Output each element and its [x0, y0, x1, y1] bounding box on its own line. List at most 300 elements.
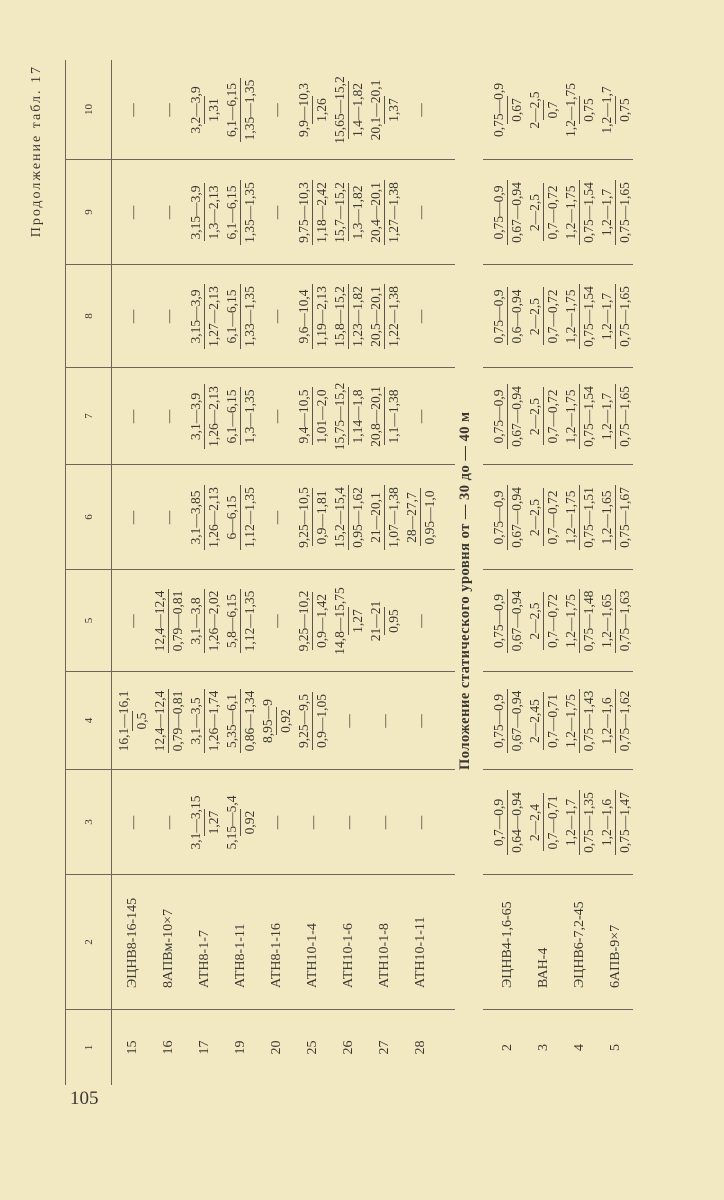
column-header-5: 5 — [66, 570, 111, 672]
numerator-value: — — [268, 614, 284, 628]
row-number: 19 — [232, 1040, 248, 1055]
numerator-value: 6,1—6,15 — [223, 389, 239, 444]
value-cell — [597, 368, 633, 465]
table-row — [150, 60, 186, 1085]
denominator-value: 0,67 — [508, 98, 524, 122]
numerator-value: 2—2,5 — [526, 91, 542, 129]
value-cell — [561, 60, 597, 160]
numerator-value: 12,4—12,4 — [151, 590, 167, 652]
numerator-value: — — [268, 103, 284, 117]
denominator-value: 0,67—0,94 — [508, 690, 524, 752]
denominator-value: 1,27 — [205, 810, 221, 835]
table-row — [114, 60, 150, 1085]
numerator-value: — — [160, 815, 176, 830]
denominator-value: 0,75—1,65 — [616, 286, 632, 347]
denominator-value: 0,67—0,94 — [508, 386, 524, 447]
denominator-value: 0,86—1,34 — [241, 690, 257, 752]
denominator-value: 1,1—1,38 — [385, 389, 401, 444]
denominator-value: 1,35—1,35 — [241, 182, 257, 243]
table-section-1 — [110, 60, 455, 1085]
row-number: 16 — [160, 1040, 176, 1055]
value-cell — [597, 770, 633, 875]
numerator-value: 6,1—6,15 — [223, 185, 239, 240]
denominator-value: 1,26—1,74 — [205, 690, 221, 752]
numerator-value: 3,1—3,15 — [187, 795, 203, 850]
value-cell — [294, 265, 330, 368]
denominator-value: 0,95 — [385, 609, 401, 633]
value-cell — [330, 465, 366, 570]
value-cell — [114, 770, 150, 875]
value-cell — [258, 465, 294, 570]
value-cell — [186, 368, 222, 465]
table-row — [561, 60, 597, 1085]
numerator-value: — — [124, 614, 140, 628]
denominator-value: 1,3—1,82 — [349, 185, 365, 240]
numerator-value: 21—21 — [367, 600, 383, 642]
numerator-value: 9,25—9,5 — [295, 694, 311, 748]
row-number: 25 — [304, 1040, 320, 1055]
denominator-value: 0,75—1,62 — [616, 690, 632, 752]
value-cell — [402, 672, 438, 770]
value-cell — [150, 770, 186, 875]
value-cell — [186, 465, 222, 570]
numerator-value: 1,2—1,75 — [562, 83, 578, 137]
value-cell — [294, 160, 330, 265]
numerator-value: 9,25—10,2 — [295, 590, 311, 652]
value-cell — [114, 60, 150, 160]
value-cell — [186, 60, 222, 160]
numerator-value: 9,4—10,5 — [295, 389, 311, 444]
numerator-value: — — [268, 409, 284, 424]
value-cell — [294, 570, 330, 672]
row-number: 17 — [196, 1040, 212, 1055]
numerator-value: 3,15—3,9 — [187, 289, 203, 344]
value-cell — [114, 160, 150, 265]
table-row — [330, 60, 366, 1085]
value-cell — [561, 265, 597, 368]
numerator-value: 1,2—1,7 — [562, 798, 578, 847]
value-cell — [186, 672, 222, 770]
denominator-value: 0,7—0,72 — [544, 594, 560, 648]
value-cell — [525, 368, 561, 465]
table-continuation-caption: Продолжение табл. 17 — [29, 65, 44, 238]
pump-model: 8АПВм-10×7 — [160, 909, 176, 988]
row-number: 28 — [412, 1040, 428, 1055]
value-cell — [186, 570, 222, 672]
numerator-value: 15,8—15,2 — [331, 286, 347, 347]
value-cell — [258, 770, 294, 875]
value-cell — [525, 770, 561, 875]
numerator-value: — — [124, 103, 140, 117]
numerator-value: 3,15—3,9 — [187, 185, 203, 240]
denominator-value: 0,92 — [277, 709, 293, 733]
numerator-value: 1,2—1,75 — [562, 490, 578, 545]
column-header-9: 9 — [66, 160, 111, 265]
page-number: 105 — [70, 1088, 99, 1109]
denominator-value: 1,01—2,0 — [313, 389, 329, 444]
denominator-value: 1,26—2,13 — [205, 386, 221, 447]
value-cell — [597, 465, 633, 570]
numerator-value: — — [412, 614, 428, 628]
value-cell — [366, 265, 402, 368]
table-section-2 — [483, 60, 633, 1085]
value-cell — [258, 672, 294, 770]
value-cell — [114, 368, 150, 465]
numerator-value: 0,7—0,9 — [490, 798, 506, 847]
pump-model: АТН8-1-7 — [196, 930, 212, 988]
row-number: 26 — [340, 1040, 356, 1055]
value-cell — [150, 265, 186, 368]
numerator-value: — — [268, 309, 284, 324]
numerator-value: 2—2,45 — [526, 699, 542, 743]
denominator-value: 0,5 — [133, 712, 149, 730]
value-cell — [366, 368, 402, 465]
value-cell — [489, 672, 525, 770]
numerator-value: 1,2—1,65 — [598, 594, 614, 648]
column-header-7: 7 — [66, 368, 111, 465]
value-cell — [525, 60, 561, 160]
pump-model: АТН10-1-8 — [376, 923, 392, 988]
value-cell — [489, 368, 525, 465]
denominator-value: 1,4—1,82 — [349, 83, 365, 137]
value-cell — [561, 770, 597, 875]
value-cell — [330, 160, 366, 265]
table-row — [366, 60, 402, 1085]
value-cell — [150, 672, 186, 770]
numerator-value: 1,2—1,75 — [562, 694, 578, 748]
value-cell — [525, 672, 561, 770]
row-number: 20 — [268, 1040, 284, 1055]
value-cell — [222, 160, 258, 265]
section-2-title: Положение статического уровня от — 30 до — 40 м — [457, 411, 473, 770]
denominator-value: 1,37 — [385, 98, 401, 122]
denominator-value: 1,3—1,35 — [241, 389, 257, 444]
table-row — [294, 60, 330, 1085]
denominator-value: 1,33—1,35 — [241, 286, 257, 347]
value-cell — [597, 160, 633, 265]
numerator-value: 0,75—0,9 — [490, 83, 506, 137]
value-cell — [222, 60, 258, 160]
denominator-value: 0,92 — [241, 810, 257, 835]
value-cell — [150, 368, 186, 465]
value-cell — [186, 770, 222, 875]
value-cell — [366, 160, 402, 265]
numerator-value: — — [412, 103, 428, 117]
denominator-value: 0,95—1,0 — [421, 490, 437, 545]
value-cell — [150, 570, 186, 672]
row-number: 3 — [535, 1044, 551, 1051]
table-row — [402, 60, 438, 1085]
numerator-value: — — [124, 309, 140, 324]
numerator-value: — — [160, 409, 176, 424]
denominator-value: 1,14—1,8 — [349, 389, 365, 444]
value-cell — [150, 60, 186, 160]
pump-model: АТН10-1-11 — [412, 916, 428, 988]
denominator-value: 0,75—1,67 — [616, 487, 632, 548]
value-cell — [330, 570, 366, 672]
value-cell — [402, 368, 438, 465]
denominator-value: 0,7—0,72 — [544, 389, 560, 444]
value-cell — [366, 672, 402, 770]
denominator-value: 0,7—0,72 — [544, 490, 560, 545]
numerator-value: — — [376, 714, 392, 728]
row-number: 27 — [376, 1040, 392, 1055]
numerator-value: 6—6,15 — [223, 495, 239, 540]
denominator-value: 0,75—1,43 — [580, 690, 596, 752]
denominator-value: 0,7—0,71 — [544, 694, 560, 748]
value-cell — [330, 265, 366, 368]
numerator-value: 0,75—0,9 — [490, 694, 506, 748]
numerator-value: — — [160, 103, 176, 117]
numerator-value: 0,75—0,9 — [490, 490, 506, 545]
value-cell — [489, 160, 525, 265]
denominator-value: 1,27—2,13 — [205, 286, 221, 347]
column-header-10: 10 — [66, 60, 111, 160]
row-number: 2 — [499, 1044, 515, 1051]
value-cell — [294, 368, 330, 465]
numerator-value: — — [268, 815, 284, 830]
value-cell — [402, 160, 438, 265]
numerator-value: — — [340, 815, 356, 830]
numerator-value: — — [412, 409, 428, 424]
numerator-value: 1,2—1,7 — [598, 188, 614, 237]
value-cell — [489, 265, 525, 368]
numerator-value: 0,75—0,9 — [490, 594, 506, 648]
denominator-value: 1,27—1,38 — [385, 182, 401, 243]
pump-model: ЭЦНВ8-16-145 — [124, 897, 140, 988]
table-row — [258, 60, 294, 1085]
value-cell — [402, 265, 438, 368]
denominator-value: 0,7 — [544, 101, 560, 119]
numerator-value: 5,8—6,15 — [223, 594, 239, 648]
numerator-value: 3,1—3,5 — [187, 697, 203, 745]
denominator-value: 1,18—2,42 — [313, 182, 329, 243]
numerator-value: 1,2—1,7 — [598, 86, 614, 134]
denominator-value: 0,75—1,63 — [616, 590, 632, 652]
numerator-value: — — [124, 510, 140, 525]
value-cell — [597, 60, 633, 160]
numerator-value: 0,75—0,9 — [490, 289, 506, 344]
value-cell — [561, 570, 597, 672]
numerator-value: — — [124, 409, 140, 424]
numerator-value: 15,65—15,2 — [331, 76, 347, 144]
numerator-value: 9,75—10,3 — [295, 182, 311, 243]
value-cell — [561, 465, 597, 570]
numerator-value: 3,1—3,8 — [187, 597, 203, 645]
denominator-value: 1,3—2,13 — [205, 185, 221, 240]
value-cell — [294, 465, 330, 570]
numerator-value: 1,2—1,65 — [598, 490, 614, 545]
denominator-value: 1,07—1,38 — [385, 487, 401, 548]
column-header-3: 3 — [66, 770, 111, 875]
numerator-value: 20,1—20,1 — [367, 79, 383, 141]
numerator-value: 9,9—10,3 — [295, 83, 311, 137]
value-cell — [561, 160, 597, 265]
value-cell — [489, 570, 525, 672]
denominator-value: 0,79—0,81 — [169, 590, 185, 652]
denominator-value: 0,75—1,51 — [580, 487, 596, 548]
value-cell — [489, 465, 525, 570]
value-cell — [222, 570, 258, 672]
value-cell — [258, 60, 294, 160]
numerator-value: 2—2,4 — [526, 803, 542, 842]
numerator-value: — — [124, 205, 140, 220]
value-cell — [597, 570, 633, 672]
denominator-value: 1,26—2,13 — [205, 487, 221, 548]
denominator-value: 1,19—2,13 — [313, 286, 329, 347]
numerator-value: 0,75—0,9 — [490, 185, 506, 240]
table-row — [222, 60, 258, 1085]
row-number: 4 — [571, 1044, 587, 1051]
value-cell — [222, 672, 258, 770]
denominator-value: 0,9—1,81 — [313, 490, 329, 545]
numerator-value: — — [412, 815, 428, 830]
denominator-value: 1,23—1,82 — [349, 286, 365, 347]
numerator-value: — — [268, 510, 284, 525]
value-cell — [366, 770, 402, 875]
value-cell — [258, 160, 294, 265]
pump-model: ВАН-4 — [535, 947, 551, 988]
value-cell — [525, 570, 561, 672]
value-cell — [402, 60, 438, 160]
numerator-value: 14,8—15,75 — [331, 587, 347, 655]
value-cell — [525, 465, 561, 570]
row-number: 15 — [124, 1040, 140, 1055]
numerator-value: — — [124, 815, 140, 830]
value-cell — [561, 368, 597, 465]
numerator-value: 1,2—1,75 — [562, 185, 578, 240]
value-cell — [330, 60, 366, 160]
numerator-value: — — [412, 205, 428, 220]
numerator-value: — — [160, 309, 176, 324]
numerator-value: 3,2—3,9 — [187, 86, 203, 134]
numerator-value: 1,2—1,7 — [598, 392, 614, 441]
value-cell — [150, 160, 186, 265]
column-header-8: 8 — [66, 265, 111, 368]
denominator-value: 1,12—1,35 — [241, 487, 257, 548]
denominator-value: 0,64—0,94 — [508, 792, 524, 853]
numerator-value: — — [304, 815, 320, 830]
denominator-value: 0,75—1,54 — [580, 182, 596, 243]
numerator-value: 15,75—15,2 — [331, 382, 347, 451]
rotated-table-page — [29, 55, 655, 1085]
value-cell — [597, 672, 633, 770]
pump-model: АТН8-1-16 — [268, 923, 284, 988]
pump-model: ЭЦНВ6-7,2-45 — [571, 901, 587, 988]
denominator-value: 0,67—0,94 — [508, 182, 524, 243]
numerator-value: 12,4—12,4 — [151, 690, 167, 752]
table-row — [186, 60, 222, 1085]
column-header-6: 6 — [66, 465, 111, 570]
value-cell — [114, 465, 150, 570]
numerator-value: 1,2—1,75 — [562, 594, 578, 648]
value-cell — [402, 570, 438, 672]
denominator-value: 0,75—1,54 — [580, 386, 596, 447]
numerator-value: 1,2—1,6 — [598, 798, 614, 847]
denominator-value: 0,67—0,94 — [508, 487, 524, 548]
numerator-value: 2—2,5 — [526, 602, 542, 640]
value-cell — [525, 160, 561, 265]
table-row — [597, 60, 633, 1085]
numerator-value: 2—2,5 — [526, 498, 542, 537]
denominator-value: 0,75—1,35 — [580, 792, 596, 853]
value-cell — [489, 770, 525, 875]
numerator-value: 15,7—15,2 — [331, 182, 347, 243]
value-cell — [561, 672, 597, 770]
numerator-value: 5,35—6,1 — [223, 694, 239, 748]
column-header-4: 4 — [66, 672, 111, 770]
value-cell — [525, 265, 561, 368]
numerator-value: 3,1—3,9 — [187, 392, 203, 441]
numerator-value: 20,4—20,1 — [367, 182, 383, 243]
value-cell — [186, 160, 222, 265]
value-cell — [597, 265, 633, 368]
numerator-value: 2—2,5 — [526, 297, 542, 336]
value-cell — [258, 570, 294, 672]
denominator-value: 0,75—1,65 — [616, 182, 632, 243]
numerator-value: — — [412, 714, 428, 728]
value-cell — [222, 368, 258, 465]
value-cell — [402, 465, 438, 570]
column-header-2: 2 — [66, 875, 111, 1010]
value-cell — [366, 465, 402, 570]
denominator-value: 0,6—0,94 — [508, 289, 524, 344]
value-cell — [150, 465, 186, 570]
value-cell — [366, 570, 402, 672]
numerator-value: 1,2—1,75 — [562, 289, 578, 344]
denominator-value: 1,26—2,02 — [205, 590, 221, 652]
denominator-value: 0,75—1,54 — [580, 286, 596, 347]
denominator-value: 0,75 — [616, 98, 632, 122]
numerator-value: 5,15—5,4 — [223, 795, 239, 850]
value-cell — [330, 770, 366, 875]
denominator-value: 1,26 — [313, 98, 329, 122]
value-cell — [294, 770, 330, 875]
value-cell — [330, 368, 366, 465]
column-number-header — [65, 60, 112, 1085]
pump-model: АТН8-1-11 — [232, 923, 248, 988]
numerator-value: 2—2,5 — [526, 193, 542, 232]
denominator-value: 0,7—0,71 — [544, 795, 560, 850]
denominator-value: 0,75—1,65 — [616, 386, 632, 447]
numerator-value: 1,2—1,6 — [598, 697, 614, 745]
numerator-value: 9,25—10,5 — [295, 487, 311, 548]
numerator-value: 1,2—1,7 — [598, 292, 614, 341]
numerator-value: — — [268, 205, 284, 220]
value-cell — [222, 770, 258, 875]
numerator-value: 20,5—20,1 — [367, 286, 383, 347]
denominator-value: 0,9—1,05 — [313, 694, 329, 748]
numerator-value: 0,75—0,9 — [490, 389, 506, 444]
pump-model: 6АПВ-9×7 — [607, 924, 623, 988]
denominator-value: 1,12—1,35 — [241, 590, 257, 652]
value-cell — [222, 265, 258, 368]
numerator-value: 21—20,1 — [367, 492, 383, 543]
pump-model: АТН10-1-6 — [340, 923, 356, 988]
value-cell — [114, 265, 150, 368]
denominator-value: 1,35—1,35 — [241, 79, 257, 141]
value-cell — [402, 770, 438, 875]
denominator-value: 0,7—0,72 — [544, 185, 560, 240]
value-cell — [258, 368, 294, 465]
value-cell — [294, 60, 330, 160]
pump-model: ЭЦНВ4-1,6-65 — [499, 901, 515, 988]
value-cell — [114, 672, 150, 770]
value-cell — [294, 672, 330, 770]
numerator-value: — — [160, 205, 176, 220]
denominator-value: 1,27 — [349, 609, 365, 633]
denominator-value: 0,7—0,72 — [544, 289, 560, 344]
